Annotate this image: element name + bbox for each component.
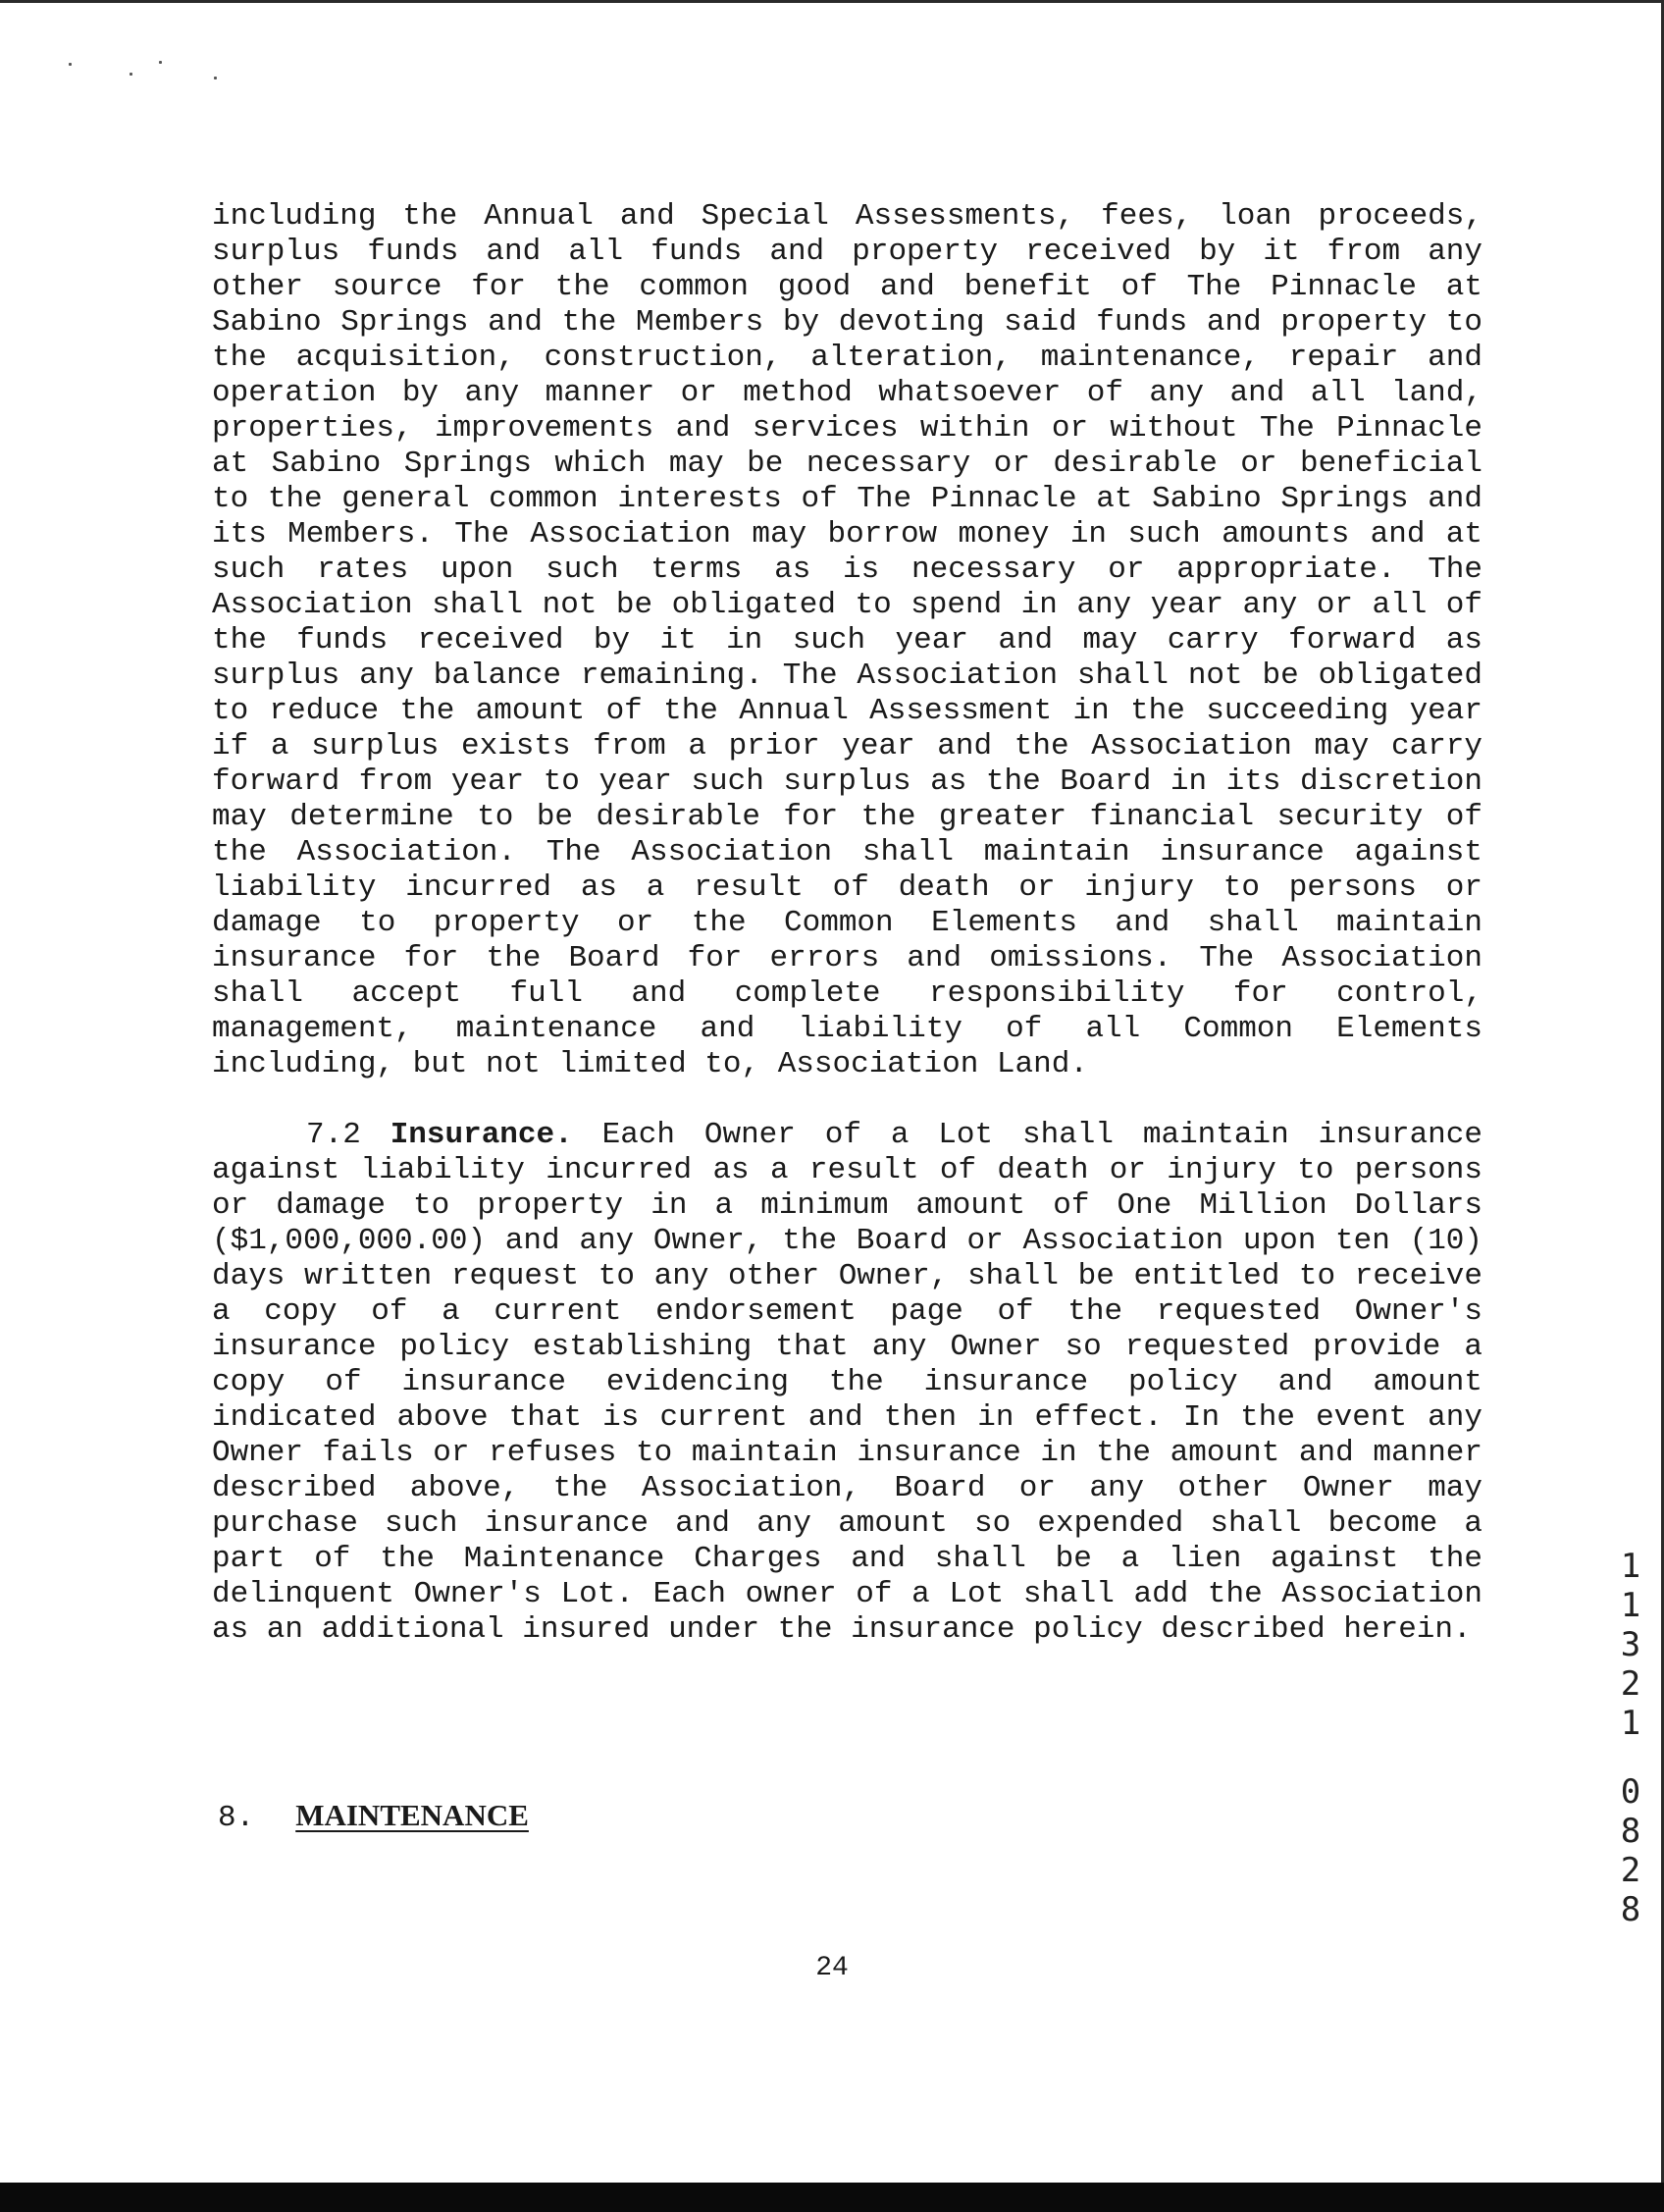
stamp-digit: 0 xyxy=(1620,1772,1641,1812)
stamp-digit: 3 xyxy=(1620,1625,1641,1664)
section-8-heading xyxy=(218,1798,529,1836)
section-8-title: MAINTENANCE xyxy=(295,1798,529,1832)
stamp-digit: 8 xyxy=(1620,1890,1641,1929)
section-7-2-heading: Insurance. xyxy=(390,1118,573,1152)
section-7-2 xyxy=(212,1118,1482,1648)
document-body xyxy=(212,199,1482,1648)
section-7-2-number: 7.2 xyxy=(306,1118,361,1152)
stamp-digit: 1 xyxy=(1620,1547,1641,1586)
scan-specks xyxy=(69,59,226,88)
stamp-digit: 1 xyxy=(1620,1704,1641,1743)
stamp-digit: 1 xyxy=(1620,1586,1641,1625)
stamp-digit: 2 xyxy=(1620,1664,1641,1704)
section-7-2-body: Each Owner of a Lot shall maintain insurance against liability incurred as a result of death or injury to persons or damage to property in a minimum amount of One Million Dollars ($1,000,000.00) and any Owner, the Board or Association upon ten (10) days written request to any other Owner, shall be entitled to receive a copy of a current endorsement page of the requested Owner's insurance policy establishing that any Owner so requested provide a copy of insurance evidencing the insurance policy and amount indicated above that is current and then in effect. In the event any Owner fails or refuses to maintain insurance in the amount and manner described above, the Association, Board or any other Owner may purchase such insurance and any amount so expended shall become a part of the Maintenance Charges and shall be a lien against the delinquent Owner's Lot. Each owner of a Lot shall add the Association as an additional insured under the insurance policy described herein. xyxy=(212,1118,1482,1647)
stamp-spacer xyxy=(1613,1743,1648,1772)
stamp-digit: 8 xyxy=(1620,1812,1641,1851)
paragraph-gap xyxy=(212,1082,1482,1118)
side-stamp xyxy=(1613,1547,1648,1929)
paragraph-continued: including the Annual and Special Assessments, fees, loan proceeds, surplus funds and all funds and property received by it from any other source for the common good and benefit of The Pinnacle at Sabino Springs and the Members by devoting said funds and property to the acquisition, construction, alteration, maintenance, repair and operation by any manner or method whatsoever of any and all land, properties, improvements and services within or without The Pinnacle at Sabino Springs which may be necessary or desirable or beneficial to the general common interests of The Pinnacle at Sabino Springs and its Members. The Association may borrow money in such amounts and at such rates upon such terms as is necessary or appropriate. The Association shall not be obligated to spend in any year any or all of the funds received by it in such year and may carry forward as surplus any balance remaining. The Association shall not be obligated to reduce the amount of the Annual Assessment in the succeeding year if a surplus exists from a prior year and the Association may carry forward from year to year such surplus as the Board in its discretion may determine to be desirable for the greater financial security of the Association. The Association shall maintain insurance against liability incurred as a result of death or injury to persons or damage to property or the Common Elements and shall maintain insurance for the Board for errors and omissions. The Association shall accept full and complete responsibility for control, management, maintenance and liability of all Common Elements including, but not limited to, Association Land. xyxy=(212,199,1482,1081)
page-number: 24 xyxy=(815,1953,849,1983)
scan-bottom-bar xyxy=(0,2183,1664,2212)
stamp-digit: 2 xyxy=(1620,1851,1641,1890)
section-8-number: 8. xyxy=(218,1801,255,1835)
